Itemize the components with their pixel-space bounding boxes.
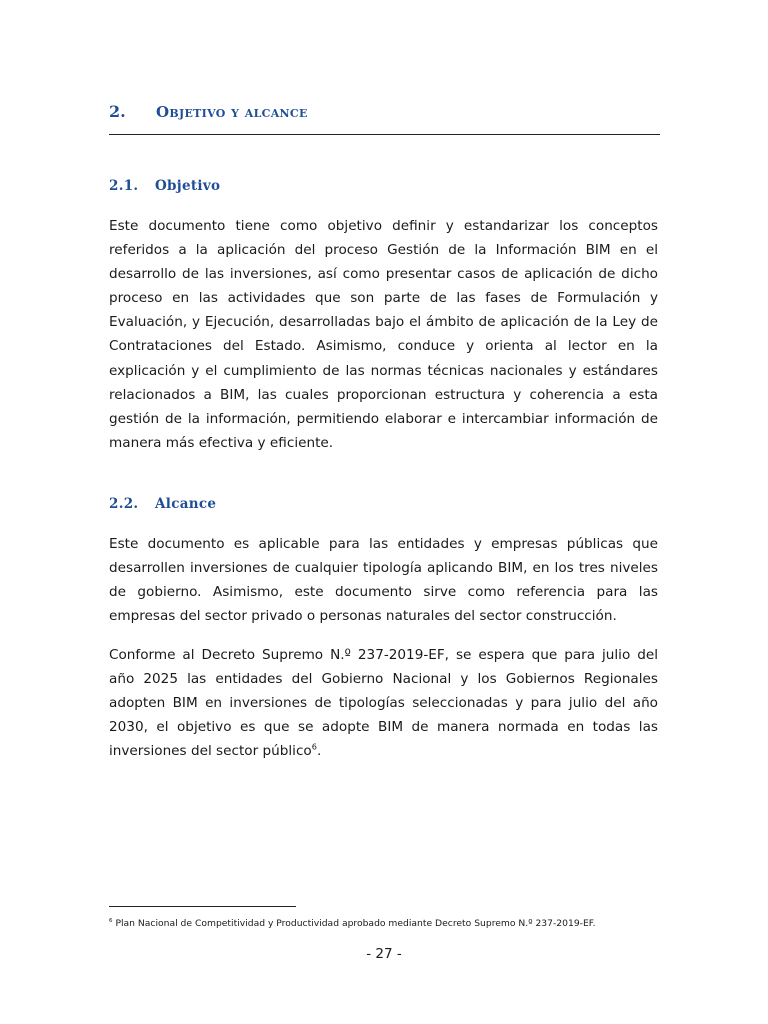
alcance-paragraph-2-text: Conforme al Decreto Supremo N.º 237-2019-EF, se espera que para julio del año 2025 las entidades del Gobierno Nacional y los Gobiernos Regionales adopten BIM en inversiones de tipologías seleccionadas y para julio del año 2030, el objetivo es que se adopte BIM de manera normada en todas las inversiones del sector público — [109, 647, 658, 760]
footnote-reference: 6 — [311, 741, 317, 752]
subsection-number: 2.1. — [109, 178, 139, 194]
page-number: - 27 - — [366, 946, 402, 962]
section-title: Objetivo y alcance — [156, 103, 308, 121]
objetivo-paragraph: Este documento tiene como objetivo definir y estandarizar los conceptos referidos a la aplicación del proceso Gestión de la Información BIM en el desarrollo de las inversiones, así como presentar casos de aplicación de dicho proceso en las actividades que son parte de las fases de Formulación y Evaluación, y Ejecución, desarrolladas bajo el ámbito de aplicación de la Ley de Contrataciones del Estado. Asimismo, conduce y orienta al lector en la explicación y el cumplimiento de las normas técnicas nacionales y estándares relacionados a BIM, las cuales proporcionan estructura y coherencia a esta gestión de la información, permitiendo elaborar e intercambiar información de manera más efectiva y eficiente. — [109, 218, 658, 451]
footnote-marker: 6 — [109, 917, 113, 924]
footnote-divider — [109, 906, 296, 907]
alcance-paragraph-2: Conforme al Decreto Supremo N.º 237-2019-EF, se espera que para julio del año 2025 las entidades del Gobierno Nacional y los Gobiernos Regionales adopten BIM en inversiones de tipologías seleccionadas y para julio del año 2030, el objetivo es que se adopte BIM de manera normada en todas las inversiones del sector público$^6$. — [109, 647, 658, 760]
footnote-text: Plan Nacional de Competitividad y Productividad aprobado mediante Decreto Supremo N.º 237-2019-EF. — [115, 918, 596, 929]
section-number: 2. — [109, 102, 126, 121]
footnote — [109, 918, 669, 929]
section-heading — [109, 100, 660, 135]
subsection-number: 2.2. — [109, 496, 139, 512]
subsection-title: Alcance — [155, 496, 217, 512]
alcance-paragraph-1: Este documento es aplicable para las entidades y empresas públicas que desarrollen inversiones de cualquier tipología aplicando BIM, en los tres niveles de gobierno. Asimismo, este documento sirve como referencia para las empresas del sector privado o personas naturales del sector construcción. — [109, 536, 658, 625]
subsection-title: Objetivo — [155, 178, 221, 194]
